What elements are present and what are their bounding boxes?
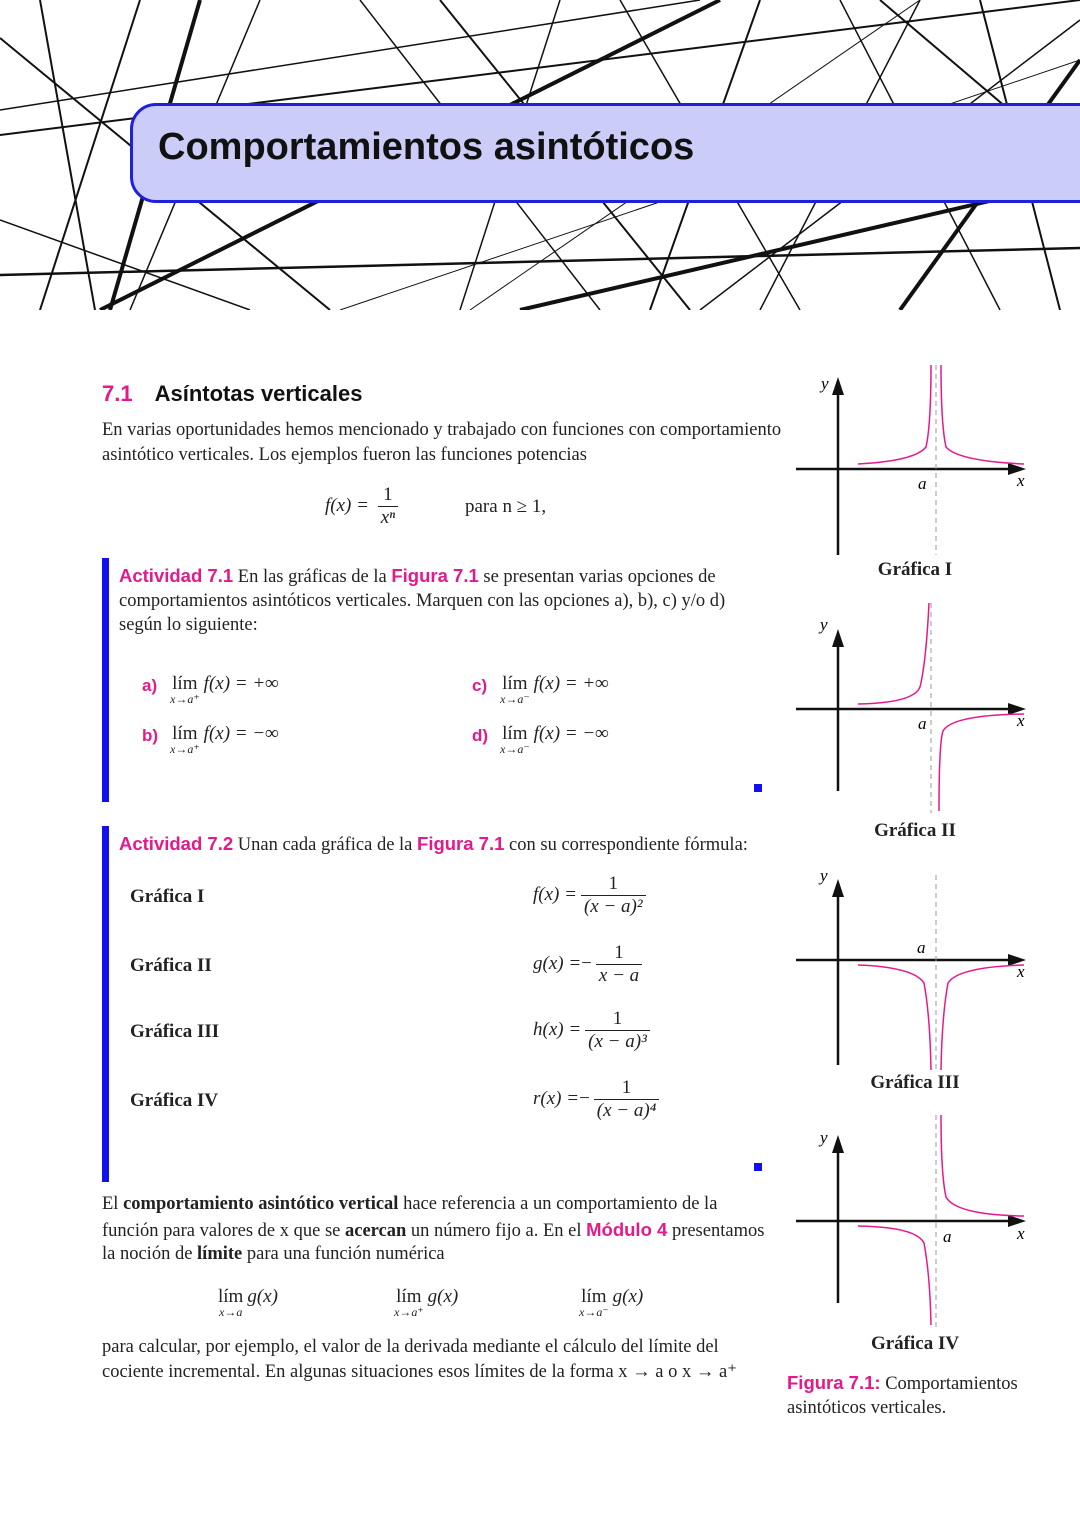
activity-1-end-mark (754, 784, 762, 792)
y-axis-arrow-icon (832, 879, 844, 897)
formula-fraction (378, 484, 398, 529)
y-label: y (820, 866, 828, 885)
formula-denominator: (x − a)³ (585, 1030, 650, 1053)
body-bold-term: acercan (344, 1221, 407, 1241)
limit-sub: x→a⁺ (170, 742, 200, 756)
body-text: función para valores de x que se (102, 1221, 341, 1241)
limit-expr: f(x) = −∞ (203, 723, 279, 744)
curve-right-branch (941, 965, 1024, 1070)
body-text: para una función numérica (246, 1244, 445, 1264)
option-d-limit (500, 725, 609, 756)
a-label: a (917, 938, 926, 957)
y-label: y (820, 1128, 828, 1147)
y-label: y (821, 374, 829, 393)
body-limit-2 (394, 1288, 458, 1319)
graph-2 (790, 603, 1040, 813)
body-line-4: para calcular, por ejemplo, el valor de la derivada mediante el cálculo del límite del (102, 1337, 719, 1357)
intro-line-2: asintótico verticales. Los ejemplos fueron las funciones potencias (102, 445, 587, 465)
y-axis-arrow-icon (832, 1135, 844, 1153)
match-graph-1: Gráfica I (130, 886, 205, 907)
figure-caption (787, 1371, 1057, 1420)
limit-expr: g(x) (612, 1286, 644, 1307)
figure-label: Figura 7.1: (787, 1372, 881, 1393)
match-formula-4 (533, 1077, 659, 1122)
graph-4-caption: Gráfica IV (870, 1333, 960, 1354)
limit-sub: x→a⁻ (500, 742, 530, 756)
module-link[interactable]: Módulo 4 (586, 1219, 668, 1240)
limit-expr: g(x) (427, 1286, 459, 1307)
formula-fraction (581, 873, 646, 918)
limit-sub: x→a⁺ (394, 1305, 424, 1319)
a-label: a (918, 714, 927, 733)
formula-numerator: 1 (608, 873, 618, 894)
limit-expr: f(x) = −∞ (533, 723, 609, 744)
option-b-label: b) (142, 726, 159, 745)
y-label: y (820, 615, 828, 634)
limit-op-text: lím (581, 1286, 607, 1307)
chapter-title: Comportamientos asintóticos (158, 126, 695, 168)
option-b-limit (170, 725, 279, 756)
body-limit-3 (579, 1288, 643, 1319)
intro-line-1: En varias oportunidades hemos mencionado y trabajado con funciones con comportamiento (102, 420, 782, 440)
formula-condition: para n ≥ 1, (465, 496, 547, 517)
match-formula-1 (533, 873, 646, 918)
body-limit-1 (218, 1288, 278, 1319)
limit-operator (218, 1288, 243, 1319)
y-axis-arrow-icon (832, 629, 844, 647)
graph-4 (790, 1115, 1040, 1330)
curve-right-branch (941, 1115, 1024, 1216)
body-line-2 (102, 1217, 764, 1244)
graph-3 (790, 865, 1040, 1070)
figure-text: Comportamientos asintóticos verticales. (787, 1374, 1018, 1418)
activity-1-line-1 (119, 564, 716, 590)
formula-numerator: 1 (383, 484, 393, 505)
limit-op-text: lím (502, 723, 528, 744)
match-graph-3: Gráfica III (130, 1021, 220, 1042)
activity-2-text-b: con su correspondiente fórmula: (509, 835, 748, 855)
limit-sub: x→a⁻ (500, 692, 530, 706)
y-axis-arrow-icon (832, 377, 844, 395)
formula-numerator: 1 (621, 1077, 632, 1098)
formula-lhs: g(x) = (533, 952, 582, 974)
limit-operator (579, 1288, 609, 1319)
option-d-label: d) (472, 726, 489, 745)
option-c-label: c) (472, 676, 488, 695)
a-label: a (918, 474, 927, 493)
graph-2-caption: Gráfica II (874, 820, 956, 841)
curve-right-branch (941, 365, 1024, 464)
formula-numerator: 1 (612, 1008, 623, 1029)
limit-op-text: lím (218, 1286, 244, 1307)
activity-1-line-2: comportamientos asintóticos verticales. Marquen con las opciones a), b), c) y/o d) (119, 591, 726, 611)
formula-lhs: r(x) = (533, 1087, 580, 1109)
activity-1-label: Actividad 7.1 (119, 565, 234, 586)
match-graph-4: Gráfica IV (130, 1090, 219, 1111)
body-bold-term: comportamiento asintótico vertical (123, 1194, 399, 1214)
section-number: 7.1 (102, 381, 133, 406)
formula-fraction (594, 1077, 660, 1122)
body-text: presentamos (671, 1221, 765, 1241)
activity-2-figref[interactable]: Figura 7.1 (417, 833, 505, 854)
activity-2-text-a: Unan cada gráfica de la (237, 835, 413, 855)
limit-operator (500, 725, 530, 756)
match-graph-2: Gráfica II (130, 955, 212, 976)
section-heading (102, 381, 362, 407)
match-formula-3 (533, 1008, 650, 1053)
formula-denominator: (x − a)⁴ (594, 1099, 660, 1122)
section-title: Asíntotas verticales (154, 381, 363, 406)
body-line-3 (102, 1242, 445, 1267)
activity-1-line-3: según lo siguiente: (119, 615, 258, 635)
formula-denominator: x − a (596, 964, 642, 987)
formula-denominator: (x − a)² (581, 895, 646, 918)
activity-2-label: Actividad 7.2 (119, 833, 234, 854)
option-a-label: a) (142, 676, 158, 695)
match-formula-2 (533, 942, 642, 987)
formula-sign: − (579, 1087, 590, 1109)
formula-lhs: f(x) = (325, 494, 369, 516)
graph-3-caption: Gráfica III (870, 1072, 960, 1093)
x-label: x (1017, 1224, 1025, 1243)
activity-2-bar (102, 826, 109, 1182)
formula-sign: − (581, 952, 592, 974)
limit-op-text: lím (502, 673, 528, 694)
limit-expr: f(x) = +∞ (203, 673, 279, 694)
graph-1-caption: Gráfica I (877, 559, 953, 580)
limit-op-text: lím (396, 1286, 422, 1307)
limit-op-text: lím (172, 723, 198, 744)
activity-1-text-a: En las gráficas de la (237, 567, 387, 587)
formula-lhs: f(x) = (533, 883, 577, 905)
limit-sub: x→a⁺ (170, 692, 200, 706)
formula-numerator: 1 (614, 942, 624, 963)
activity-1-text-b: se presentan varias opciones de (483, 567, 716, 587)
limit-operator (500, 675, 530, 706)
graph-1 (790, 365, 1040, 560)
limit-operator (394, 1288, 424, 1319)
curve-left-branch (858, 965, 931, 1070)
body-text: la noción de (102, 1244, 193, 1264)
body-line-5: cociente incremental. En algunas situaciones esos límites de la forma x → a o x → a⁺ (102, 1362, 737, 1382)
x-label: x (1017, 962, 1025, 981)
curve-left-branch (858, 603, 929, 704)
activity-2-line-1 (119, 832, 748, 858)
activity-1-bar (102, 558, 109, 802)
curve-right-branch (939, 714, 1024, 811)
limit-operator (170, 725, 200, 756)
body-text: hace referencia a un comportamiento de la (403, 1194, 718, 1214)
formula-lhs: h(x) = (533, 1018, 582, 1040)
limit-operator (170, 675, 200, 706)
limit-expr: g(x) (247, 1286, 278, 1307)
x-label: x (1017, 711, 1025, 730)
formula-fraction (585, 1008, 650, 1053)
formula-denominator: xⁿ (378, 506, 398, 529)
power-function-formula (325, 484, 398, 529)
limit-op-text: lím (172, 673, 198, 694)
body-text: El (102, 1194, 119, 1214)
limit-sub: x→a (219, 1305, 243, 1319)
body-text: un número fijo a. En el (410, 1221, 582, 1241)
formula-fraction (596, 942, 642, 987)
body-line-1 (102, 1192, 717, 1217)
limit-expr: f(x) = +∞ (533, 673, 609, 694)
curve-left-branch (858, 365, 931, 464)
option-a-limit (170, 675, 279, 706)
curve-left-branch (858, 1226, 931, 1325)
activity-1-figref[interactable]: Figura 7.1 (391, 565, 479, 586)
option-c-limit (500, 675, 609, 706)
body-bold-term: límite (197, 1244, 243, 1264)
a-label: a (943, 1227, 952, 1246)
activity-2-end-mark (754, 1163, 762, 1171)
limit-sub: x→a⁻ (579, 1305, 609, 1319)
x-label: x (1017, 471, 1025, 490)
